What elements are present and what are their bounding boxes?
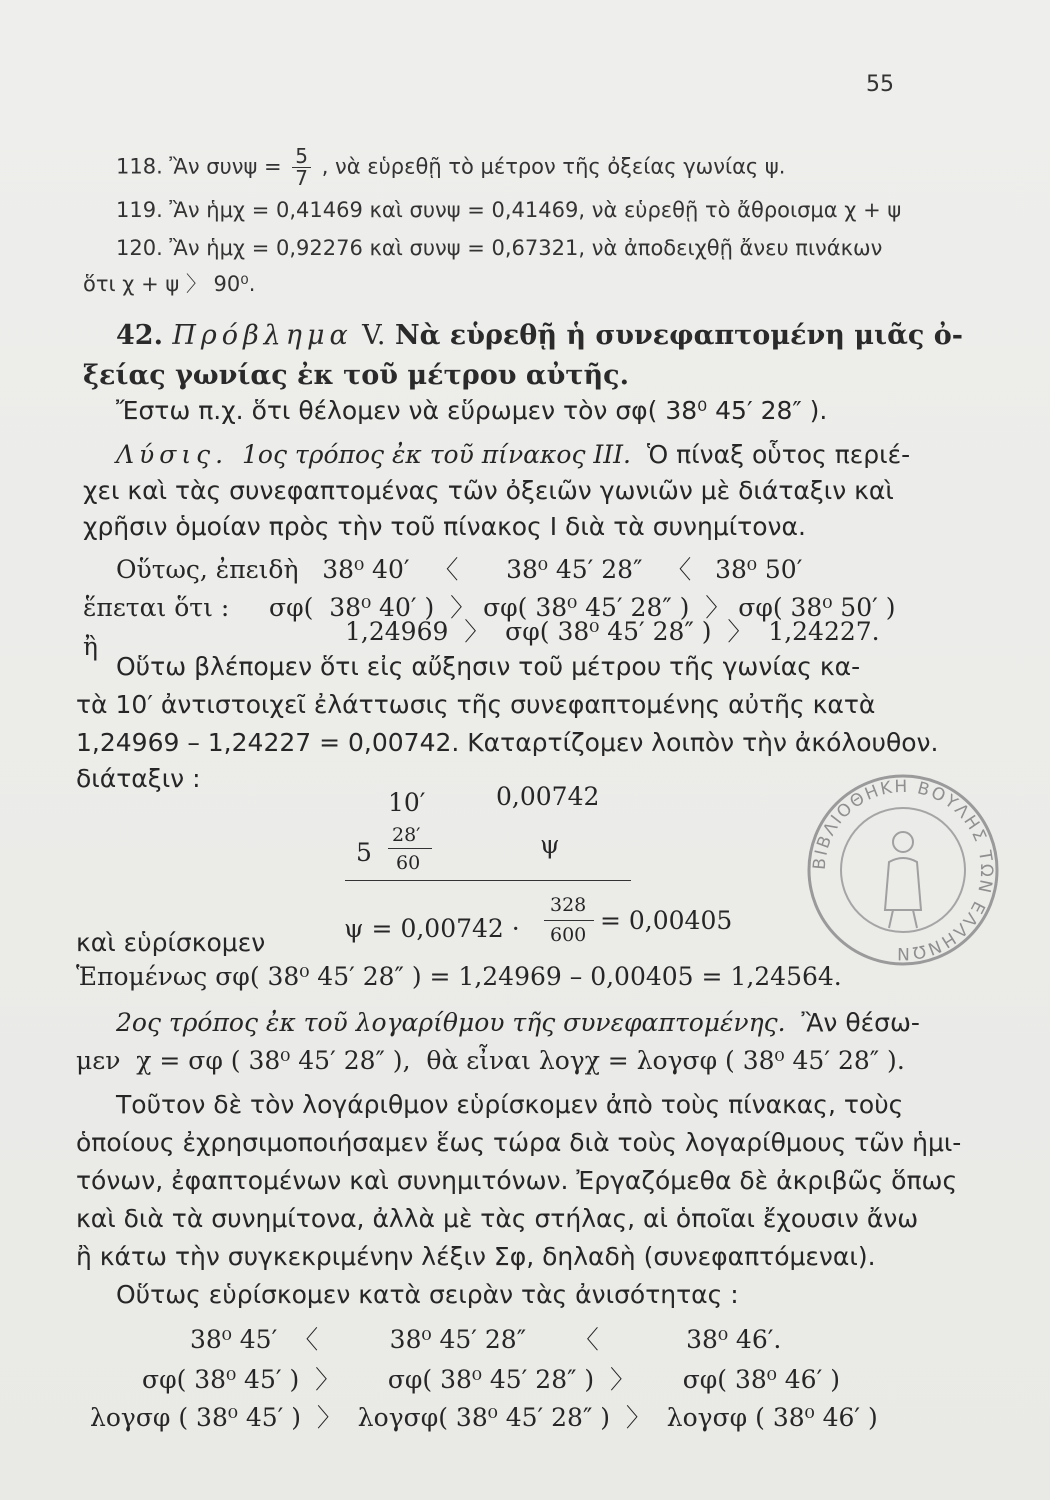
find-label: καὶ εὑρίσκομεν: [76, 928, 266, 957]
paragraph-inequalities-intro: Οὕτως εὑρίσκομεν κατὰ σειρὰν τὰς ἀνισότητας :: [116, 1280, 739, 1309]
section-heading: [116, 320, 963, 351]
log-equation: μεν χ = σφ ( 38⁰ 45′ 28″ ), θὰ εἶναι λογχ = λογσφ ( 38⁰ 45′ 28″ ).: [76, 1046, 905, 1075]
section-numeral: V.: [362, 320, 386, 351]
proportion-28-numerator: 28′: [392, 824, 421, 846]
paragraph-line: διάταξιν :: [76, 764, 201, 793]
result-equation: Ἑπομένως σφ( 38⁰ 45′ 28″ ) = 1,24969 – 0,00405 = 1,24564.: [76, 962, 842, 991]
exercise-118-end: , νὰ εὑρεθῇ τὸ μέτρον τῆς ὀξείας γωνίας ψ.: [321, 154, 786, 179]
exercise-120-continued: ὅτι χ + ψ 〉 90⁰.: [83, 272, 256, 296]
final-inequality-logs: λογσφ ( 38⁰ 45′ ) 〉 λογσφ( 38⁰ 45′ 28″ ) 〉 λογσφ ( 38⁰ 46′ ): [90, 1403, 878, 1432]
page-number: 55: [866, 72, 894, 97]
method-1-heading: 1ος τρόπος ἐκ τοῦ πίνακος III.: [242, 440, 632, 469]
paragraph-line: 1,24969 – 1,24227 = 0,00742. Καταρτίζομεν λοιπὸν τὴν ἀκόλουθον.: [76, 728, 939, 757]
paragraph-line: καὶ διὰ τὰ συνημίτονα, ἀλλὰ μὲ τὰς στήλας, αἱ ὁποῖαι ἔχουσιν ἄνω: [76, 1204, 919, 1233]
find-denominator: 600: [550, 924, 587, 946]
proportion-fraction-bar: [388, 848, 432, 849]
library-stamp: [803, 770, 1003, 970]
proportion-10-minutes: 10′: [388, 788, 426, 817]
inequality-values: 1,24969 〉 σφ( 38⁰ 45′ 28″ ) 〉 1,24227.: [345, 617, 880, 646]
paragraph-table-intro: Ὁ πίναξ οὗτος περιέ-: [646, 440, 911, 469]
inequality-cotangents: ἕπεται ὅτι : σφ( 38⁰ 40′ ) 〉 σφ( 38⁰ 45′ 28″ ) 〉 σφ( 38⁰ 50′ ): [83, 593, 896, 622]
solution-line: [116, 440, 910, 469]
paragraph-line: ὁποίους ἐχρησιμοποιήσαμεν ἕως τώρα διὰ τοὺς λογαρίθμους τῶν ἡμι-: [76, 1128, 962, 1157]
exercise-118-start: 118. Ἂν συνψ =: [116, 154, 282, 179]
exercise-119: 119. Ἂν ἡμχ = 0,41469 καὶ συνψ = 0,41469, νὰ εὑρεθῇ τὸ ἄθροισμα χ + ψ: [116, 198, 902, 222]
paragraph-line: Οὕτω βλέπομεν ὅτι εἰς αὔξησιν τοῦ μέτρου τῆς γωνίας κα-: [116, 652, 861, 681]
section-number: 42.: [116, 320, 163, 351]
inequality-angles: Οὕτως, ἐπειδὴ 38⁰ 40′ 〈 38⁰ 45′ 28″ 〈 38⁰ 50′: [116, 555, 803, 584]
method-2-text: Ἂν θέσω-: [801, 1008, 920, 1037]
fraction-numerator: 5: [292, 146, 311, 168]
paragraph-line: τὰ 10′ ἀντιστοιχεῖ ἐλάττωσις τῆς συνεφαπτομένης αὐτῆς κατὰ: [76, 690, 876, 719]
final-inequality-cotangents: σφ( 38⁰ 45′ ) 〉 σφ( 38⁰ 45′ 28″ ) 〉 σφ( 38⁰ 46′ ): [142, 1365, 840, 1394]
find-fraction-bar: [544, 920, 594, 921]
proportion-underline: [345, 880, 631, 881]
paragraph-line: χει καὶ τὰς συνεφαπτομένας τῶν ὀξειῶν γωνιῶν μὲ διάταξιν καὶ: [83, 476, 894, 505]
fraction-5-7: [292, 146, 311, 189]
paragraph-line: τόνων, ἐφαπτομένων καὶ συνημιτόνων. Ἐργαζόμεθα δὲ ἀκριβῶς ὅπως: [76, 1166, 958, 1195]
find-numerator: 328: [550, 894, 587, 916]
svg-text:ΒΙΒΛΙΟΘΗΚΗ ΒΟΥΛΗΣ ΤΩΝ ΕΛΛΗΝΩΝ: [810, 777, 996, 963]
section-title-part-a: Νὰ εὑρεθῇ ἡ συνεφαπτομένη μιᾶς ὀ-: [394, 320, 963, 351]
final-inequality-angles: 38⁰ 45′ 〈 38⁰ 45′ 28″ 〈 38⁰ 46′.: [190, 1325, 782, 1354]
solution-label: Λύσις.: [116, 440, 229, 469]
method-2-heading: 2ος τρόπος ἐκ τοῦ λογαρίθμου τῆς συνεφαπτομένης.: [116, 1008, 786, 1037]
proportion-difference: 0,00742: [496, 782, 600, 811]
proportion-5: 5: [356, 838, 372, 867]
exercise-118: [116, 146, 785, 189]
stamp-ring-text: ΒΙΒΛΙΟΘΗΚΗ ΒΟΥΛΗΣ ΤΩΝ ΕΛΛΗΝΩΝ: [809, 776, 997, 964]
find-equation-left: ψ = 0,00742 ·: [344, 914, 520, 943]
or-label: ἢ: [83, 632, 98, 661]
find-equation-right: = 0,00405: [600, 906, 733, 935]
section-label: Πρόβλημα: [172, 320, 353, 351]
section-title-part-b: ξείας γωνίας ἐκ τοῦ μέτρου αὐτῆς.: [83, 360, 629, 391]
proportion-60-denominator: 60: [396, 852, 421, 874]
fraction-denominator: 7: [295, 166, 309, 190]
method-2-line: [116, 1008, 920, 1037]
exercise-120: 120. Ἂν ἡμχ = 0,92276 καὶ συνψ = 0,67321, νὰ ἀποδειχθῇ ἄνευ πινάκων: [116, 236, 883, 260]
paragraph-example: Ἔστω π.χ. ὅτι θέλομεν νὰ εὕρωμεν τὸν σφ( 38⁰ 45′ 28″ ).: [116, 396, 828, 425]
paragraph-line: Τοῦτον δὲ τὸν λογάριθμον εὑρίσκομεν ἀπὸ τοὺς πίνακας, τοὺς: [116, 1090, 904, 1119]
proportion-psi: ψ: [540, 830, 560, 859]
paragraph-line: ἢ κάτω τὴν συγκεκριμένην λέξιν Σφ, δηλαδὴ (συνεφαπτόμεναι).: [76, 1242, 876, 1271]
paragraph-line: χρῆσιν ὁμοίαν πρὸς τὴν τοῦ πίνακος I διὰ τὰ συνημίτονα.: [83, 512, 806, 541]
